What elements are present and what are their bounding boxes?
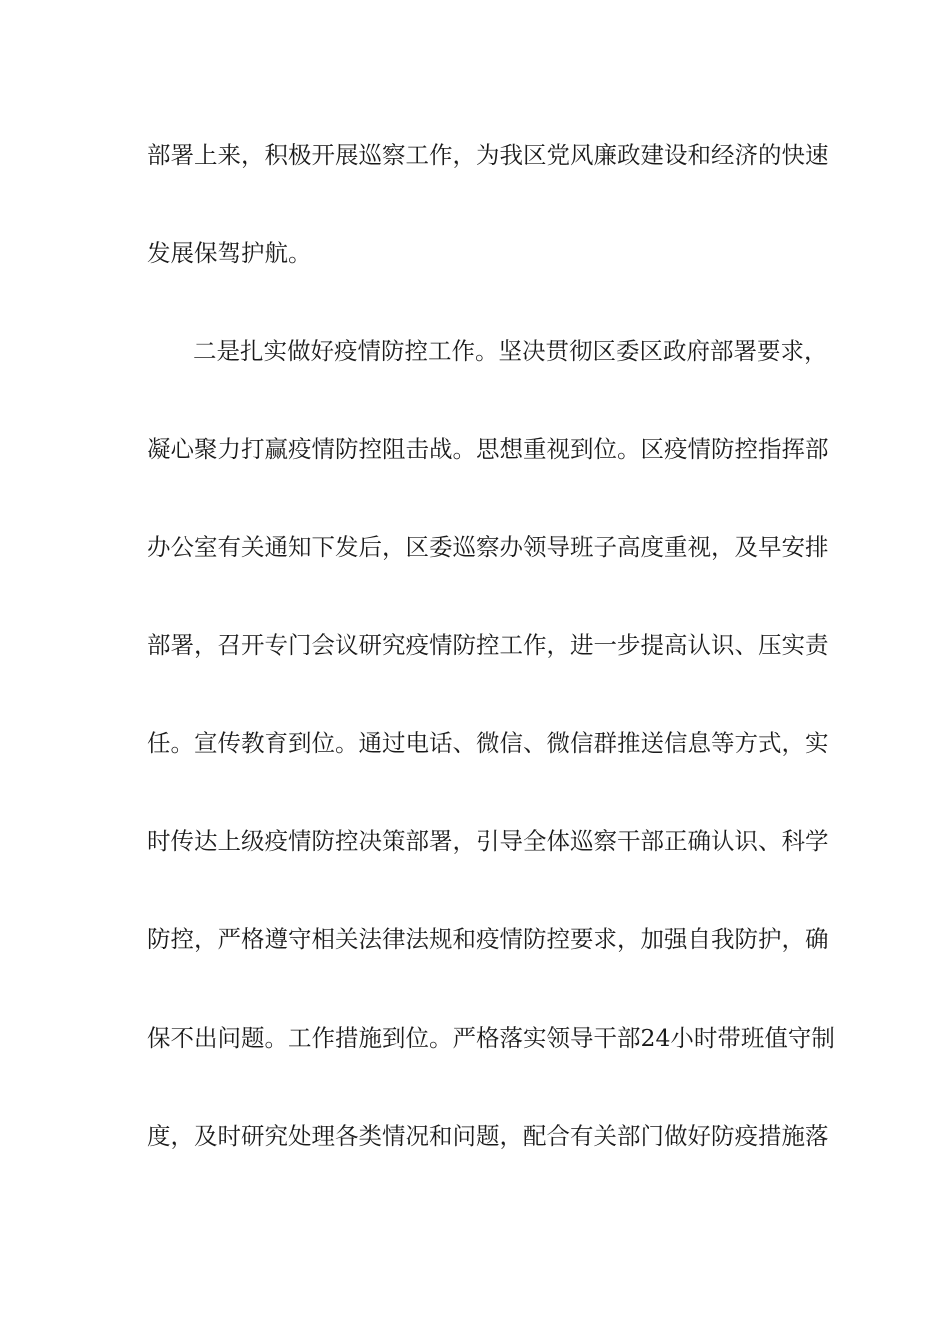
text-line: 部署，召开专门会议研究疫情防控工作，进一步提高认识、压实责 xyxy=(147,631,829,659)
text-line: 任。宣传教育到位。通过电话、微信、微信群推送信息等方式，实 xyxy=(147,729,829,757)
text-line: 防控，严格遵守相关法律法规和疫情防控要求，加强自我防护，确 xyxy=(147,925,829,953)
text-line: 度，及时研究处理各类情况和问题，配合有关部门做好防疫措施落 xyxy=(147,1122,829,1150)
text-line: 发展保驾护航。 xyxy=(147,239,312,267)
text-line: 凝心聚力打赢疫情防控阻击战。思想重视到位。区疫情防控指挥部 xyxy=(147,435,829,463)
text-line: 办公室有关通知下发后，区委巡察办领导班子高度重视，及早安排 xyxy=(147,533,829,561)
text-line: 时传达上级疫情防控决策部署，引导全体巡察干部正确认识、科学 xyxy=(147,827,829,855)
text-line: 部署上来，积极开展巡察工作，为我区党风廉政建设和经济的快速 xyxy=(147,141,829,169)
paragraph-start-line: 二是扎实做好疫情防控工作。坚决贯彻区委区政府部署要求， xyxy=(193,337,828,365)
text-line: 保不出问题。工作措施到位。严格落实领导干部24小时带班值守制 xyxy=(147,1024,835,1052)
